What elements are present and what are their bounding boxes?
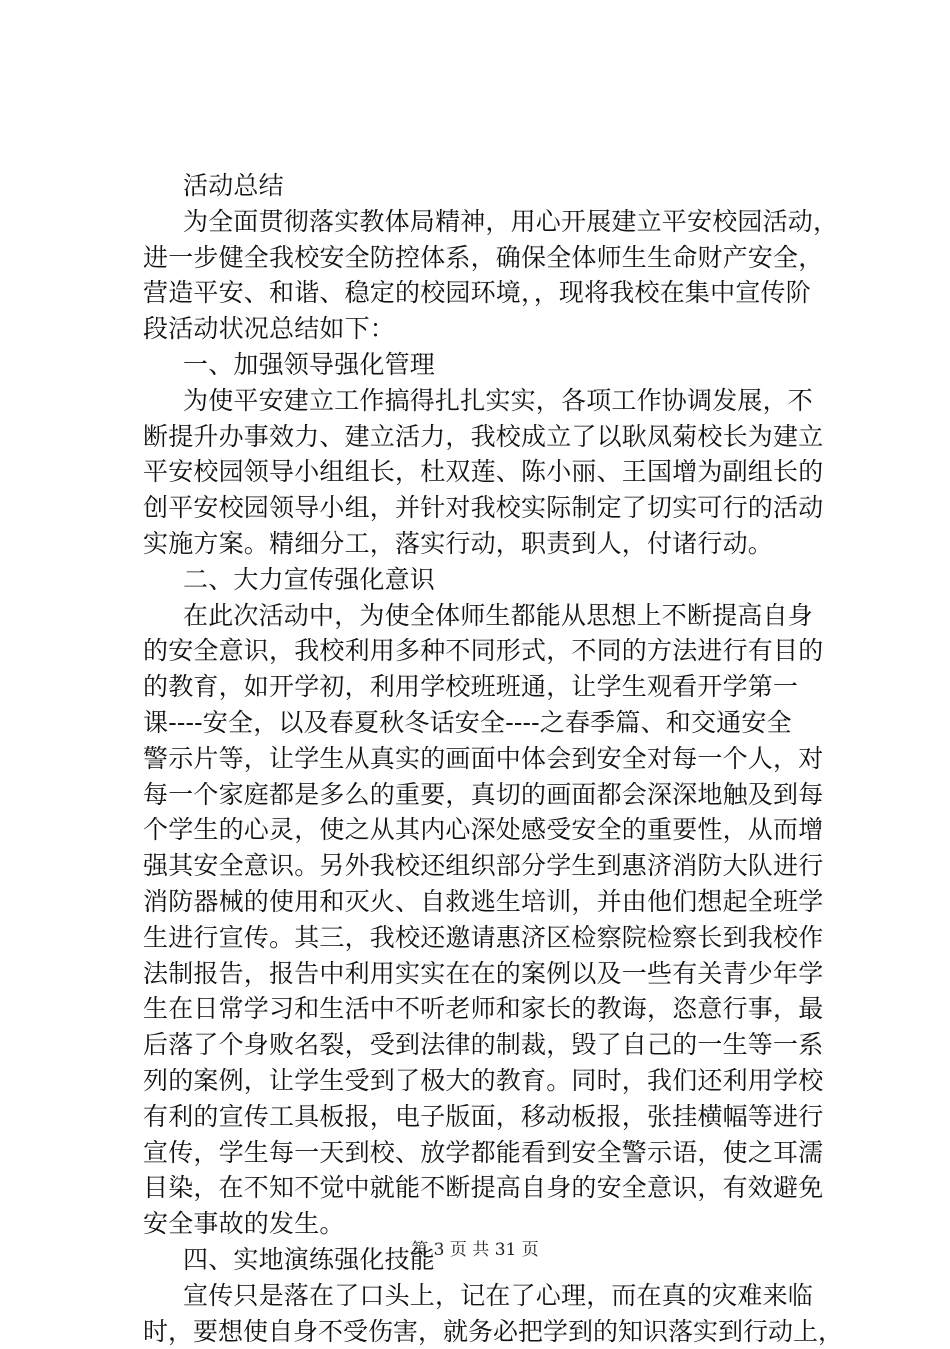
paragraph-line: 有利的宣传工具板报，电子版面，移动板报，张挂横幅等进行: [143, 1099, 843, 1135]
paragraph-line: 宣传，学生每一天到校、放学都能看到安全警示语，使之耳濡: [143, 1135, 843, 1171]
paragraph-first-line: 二、大力宣传强化意识: [143, 562, 843, 598]
paragraph-line: 法制报告，报告中利用实实在在的案例以及一些有关青少年学: [143, 956, 843, 992]
paragraph-line: 生在日常学习和生活中不听老师和家长的教诲，恣意行事，最: [143, 991, 843, 1027]
paragraph-line: 的安全意识，我校利用多种不同形式，不同的方法进行有目的: [143, 633, 843, 669]
paragraph-line: 每一个家庭都是多么的重要，真切的画面都会深深地触及到每: [143, 777, 843, 813]
document-body: [143, 168, 843, 1349]
paragraph-line: 课----安全，以及春夏秋冬话安全----之春季篇、和交通安全: [143, 705, 843, 741]
paragraph-first-line: 为全面贯彻落实教体局精神，用心开展建立平安校园活动，: [143, 204, 843, 240]
paragraph-line: 段活动状况总结如下：: [143, 311, 843, 347]
paragraph-first-line: 活动总结: [143, 168, 843, 204]
paragraph-line: 断提升办事效力、建立活力，我校成立了以耿凤菊校长为建立: [143, 419, 843, 455]
paragraph-line: 警示片等，让学生从真实的画面中体会到安全对每一个人，对: [143, 741, 843, 777]
paragraph-line: 营造平安、和谐、稳定的校园环境，，现将我校在集中宣传阶: [143, 275, 843, 311]
paragraph-line: 时，要想使自身不受伤害，就务必把学到的知识落实到行动上，: [143, 1314, 843, 1349]
paragraph-line: 后落了个身败名裂，受到法律的制裁，毁了自己的一生等一系: [143, 1027, 843, 1063]
paragraph-line: 进一步健全我校安全防控体系，确保全体师生生命财产安全，: [143, 240, 843, 276]
paragraph-line: 消防器械的使用和灭火、自救逃生培训，并由他们想起全班学: [143, 884, 843, 920]
paragraph-first-line: 为使平安建立工作搞得扎扎实实，各项工作协调发展，不: [143, 383, 843, 419]
paragraph-line: 的教育，如开学初，利用学校班班通，让学生观看开学第一: [143, 669, 843, 705]
page-footer: 第 3 页 共 31 页: [0, 1238, 950, 1262]
paragraph-line: 安全事故的发生。: [143, 1206, 843, 1242]
paragraph-first-line: 宣传只是落在了口头上，记在了心理，而在真的灾难来临: [143, 1278, 843, 1314]
paragraph-line: 目染，在不知不觉中就能不断提高自身的安全意识，有效避免: [143, 1170, 843, 1206]
paragraph-line: 个学生的心灵，使之从其内心深处感受安全的重要性，从而增: [143, 812, 843, 848]
paragraph-line: 平安校园领导小组组长，杜双莲、陈小丽、王国增为副组长的: [143, 454, 843, 490]
paragraph-line: 强其安全意识。另外我校还组织部分学生到惠济消防大队进行: [143, 848, 843, 884]
paragraph-first-line: 四、实地演练强化技能: [143, 1242, 843, 1278]
paragraph-line: 列的案例，让学生受到了极大的教育。同时，我们还利用学校: [143, 1063, 843, 1099]
paragraph-line: 实施方案。精细分工，落实行动，职责到人，付诸行动。: [143, 526, 843, 562]
paragraph-first-line: 在此次活动中，为使全体师生都能从思想上不断提高自身: [143, 598, 843, 634]
paragraph-line: 生进行宣传。其三，我校还邀请惠济区检察院检察长到我校作: [143, 920, 843, 956]
paragraph-line: 创平安校园领导小组，并针对我校实际制定了切实可行的活动: [143, 490, 843, 526]
paragraph-first-line: 一、加强领导强化管理: [143, 347, 843, 383]
